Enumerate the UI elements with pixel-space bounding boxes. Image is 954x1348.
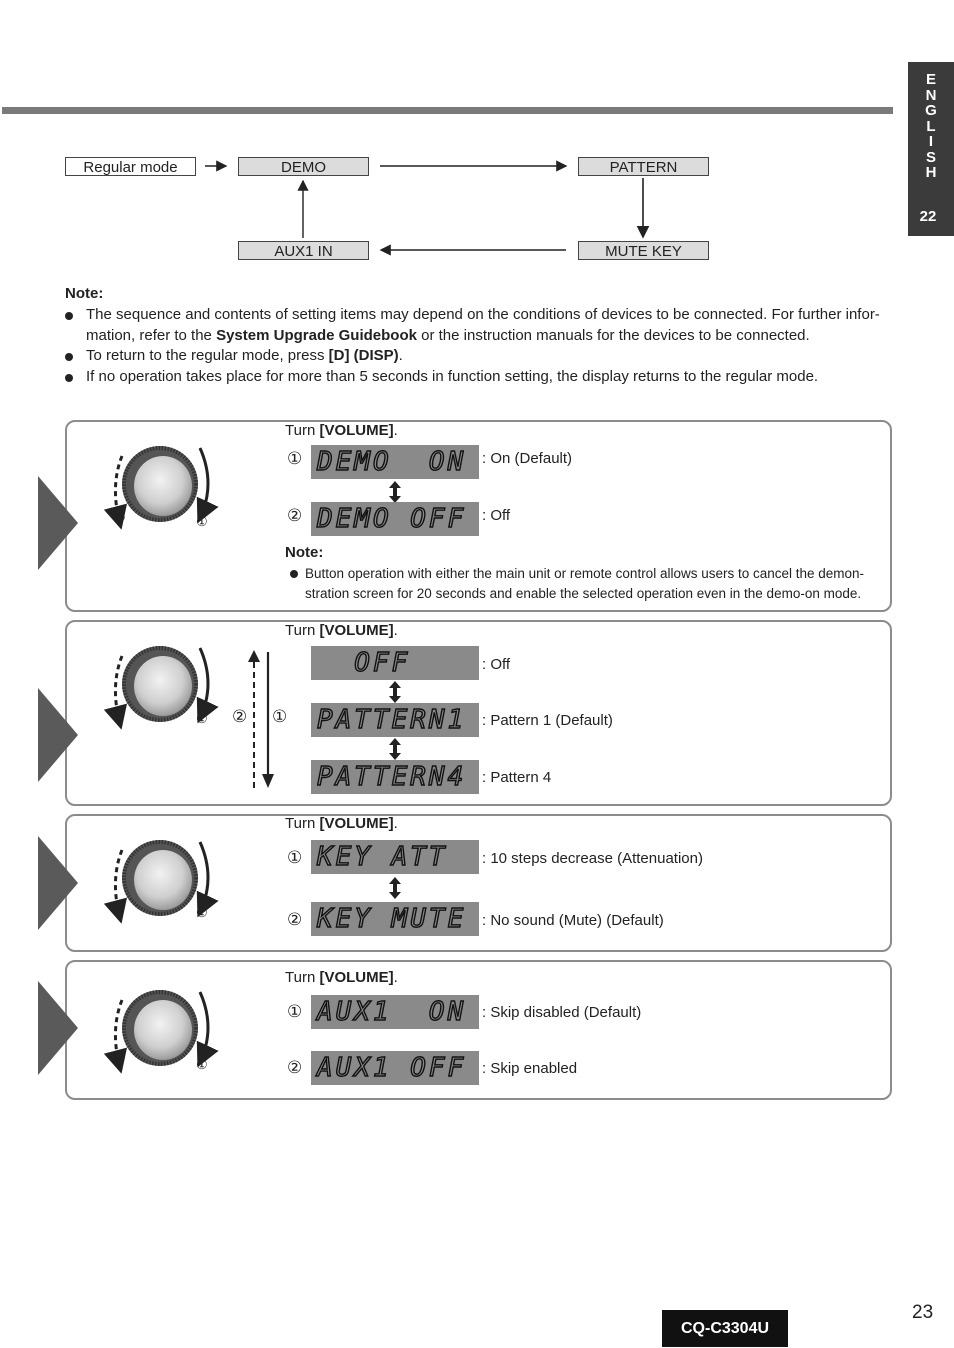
option-label: : On (Default)	[482, 450, 573, 467]
lcd-display: DEMO OFF	[311, 502, 479, 536]
option-label: : 10 steps decrease (Attenuation)	[482, 850, 703, 867]
volume-knob-icon	[100, 436, 230, 546]
flow-mute-key: MUTE KEY	[578, 241, 709, 260]
knob-label-1: ①	[196, 514, 208, 529]
note-text: or the instruction manuals for the devices to be connected.	[416, 326, 810, 344]
option-label: : Off	[482, 507, 511, 524]
knob-label-1: ①	[196, 1057, 208, 1072]
volume-knob-icon	[100, 980, 230, 1090]
lcd-display: AUX1 OFF	[311, 1051, 479, 1085]
option-number-1: ①	[287, 1002, 303, 1021]
notes-section	[65, 284, 895, 394]
option-label: : Pattern 1 (Default)	[482, 712, 613, 729]
note-item	[65, 305, 895, 347]
note-text: mation, refer to the	[86, 326, 217, 344]
flow-arrows	[0, 0, 954, 300]
updown-arrow-icon	[386, 737, 404, 761]
panel-note-text: Button operation with either the main unit or remote control allows users to cancel the demon- stration screen for 20 seconds and enable the selected operation even in the demo-on mode.	[305, 566, 865, 601]
updown-arrow-icon	[386, 680, 404, 704]
step-arrow-icon	[38, 688, 78, 782]
bullet-icon	[65, 374, 73, 382]
note-item	[65, 367, 895, 387]
volume-knob-icon	[100, 636, 230, 746]
volume-knob-icon	[100, 830, 230, 940]
knob-label-1: ①	[196, 905, 208, 920]
model-badge: CQ-C3304U	[662, 1310, 788, 1347]
language-label: E N G L I S H	[925, 71, 937, 181]
step-arrow-icon	[38, 836, 78, 930]
page-number: 23	[912, 1302, 934, 1323]
knob-label-2: ②	[114, 705, 126, 720]
option-label: : Skip enabled	[482, 1060, 578, 1077]
note-bold-text: System Upgrade Guidebook	[216, 326, 417, 344]
turn-volume-instruction: Turn [VOLUME].	[285, 969, 398, 986]
option-label: : Pattern 4	[482, 769, 552, 786]
lcd-display: PATTERN4	[311, 760, 479, 794]
step-arrow-icon	[38, 981, 78, 1075]
updown-arrow-icon	[386, 480, 404, 504]
note-text: To return to the regular mode, press	[86, 347, 329, 364]
knob-label-2: ②	[114, 1051, 126, 1066]
turn-volume-instruction: Turn [VOLUME].	[285, 622, 398, 639]
option-number-1: ①	[287, 848, 303, 867]
option-label: : Skip disabled (Default)	[482, 1004, 642, 1021]
lcd-display: DEMO ON	[311, 445, 479, 479]
option-label: : Off	[482, 656, 511, 673]
flow-regular-mode: Regular mode	[65, 157, 196, 176]
cycle-number-1: ①	[272, 707, 288, 726]
knob-label-2: ②	[114, 898, 126, 913]
updown-arrow-icon	[386, 876, 404, 900]
flow-demo: DEMO	[238, 157, 369, 176]
lcd-display: OFF	[311, 646, 479, 680]
option-number-1: ①	[287, 449, 303, 468]
panel-note-title: Note:	[285, 544, 324, 561]
note-text: .	[398, 347, 403, 364]
turn-volume-instruction: Turn [VOLUME].	[285, 815, 398, 832]
bullet-icon	[65, 353, 73, 361]
lcd-display: PATTERN1	[311, 703, 479, 737]
flow-aux1-in: AUX1 IN	[238, 241, 369, 260]
lcd-display: AUX1 ON	[311, 995, 479, 1029]
knob-label-1: ①	[196, 711, 208, 726]
step-arrow-icon	[38, 476, 78, 570]
note-text: The sequence and contents of setting items may depend on the conditions of devices to be connected. For further infor-	[86, 306, 880, 323]
option-number-2: ②	[287, 506, 303, 525]
notes-title: Note:	[65, 285, 104, 302]
cycle-arrows-icon	[248, 648, 278, 790]
option-number-2: ②	[287, 1058, 303, 1077]
note-text: If no operation takes place for more than 5 seconds in function setting, the display returns to the regular mode.	[86, 368, 819, 385]
option-label: : No sound (Mute) (Default)	[482, 912, 664, 929]
note-bold-text: [D] (DISP)	[328, 347, 399, 364]
turn-volume-instruction: Turn [VOLUME].	[285, 422, 398, 439]
lcd-display: KEY MUTE	[311, 902, 479, 936]
flow-pattern: PATTERN	[578, 157, 709, 176]
knob-label-2: ②	[114, 510, 126, 525]
lcd-display: KEY ATT	[311, 840, 479, 874]
cycle-number-2: ②	[232, 707, 248, 726]
note-item	[65, 346, 895, 366]
bullet-icon	[65, 312, 73, 320]
option-number-2: ②	[287, 910, 303, 929]
section-page-number: 22	[919, 208, 937, 225]
bullet-icon	[290, 570, 298, 578]
